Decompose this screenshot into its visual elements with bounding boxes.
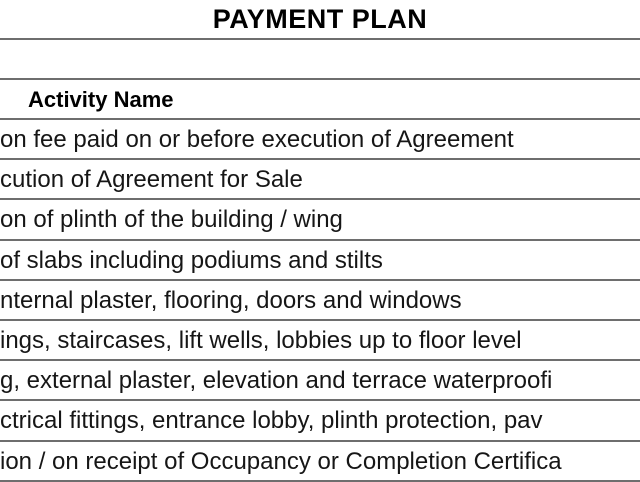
activity-cell: ings, staircases, lift wells, lobbies up to floor level	[0, 326, 522, 354]
table-row	[0, 200, 640, 240]
payment-plan-table	[0, 38, 640, 482]
table-row	[0, 321, 640, 361]
table-row	[0, 241, 640, 281]
activity-cell: nternal plaster, flooring, doors and windows	[0, 286, 462, 314]
activity-name-header: Activity Name	[28, 87, 174, 112]
activity-cell: on of plinth of the building / wing	[0, 206, 343, 234]
table-header-row	[0, 80, 640, 120]
table-row	[0, 160, 640, 200]
activity-cell: of slabs including podiums and stilts	[0, 246, 383, 274]
activity-cell: on fee paid on or before execution of Agreement	[0, 126, 514, 153]
table-row	[0, 401, 640, 441]
table-blank-row	[0, 40, 640, 80]
activity-cell: cution of Agreement for Sale	[0, 166, 303, 194]
page-title: PAYMENT PLAN	[212, 4, 428, 34]
table-row	[0, 361, 640, 401]
table-row	[0, 120, 640, 160]
table-row	[0, 281, 640, 321]
activity-cell: g, external plaster, elevation and terrace waterproofi	[0, 367, 553, 395]
activity-cell: ctrical fittings, entrance lobby, plinth protection, pav	[0, 407, 543, 435]
activity-cell: ion / on receipt of Occupancy or Completion Certifica	[0, 447, 562, 475]
table-row	[0, 442, 640, 482]
